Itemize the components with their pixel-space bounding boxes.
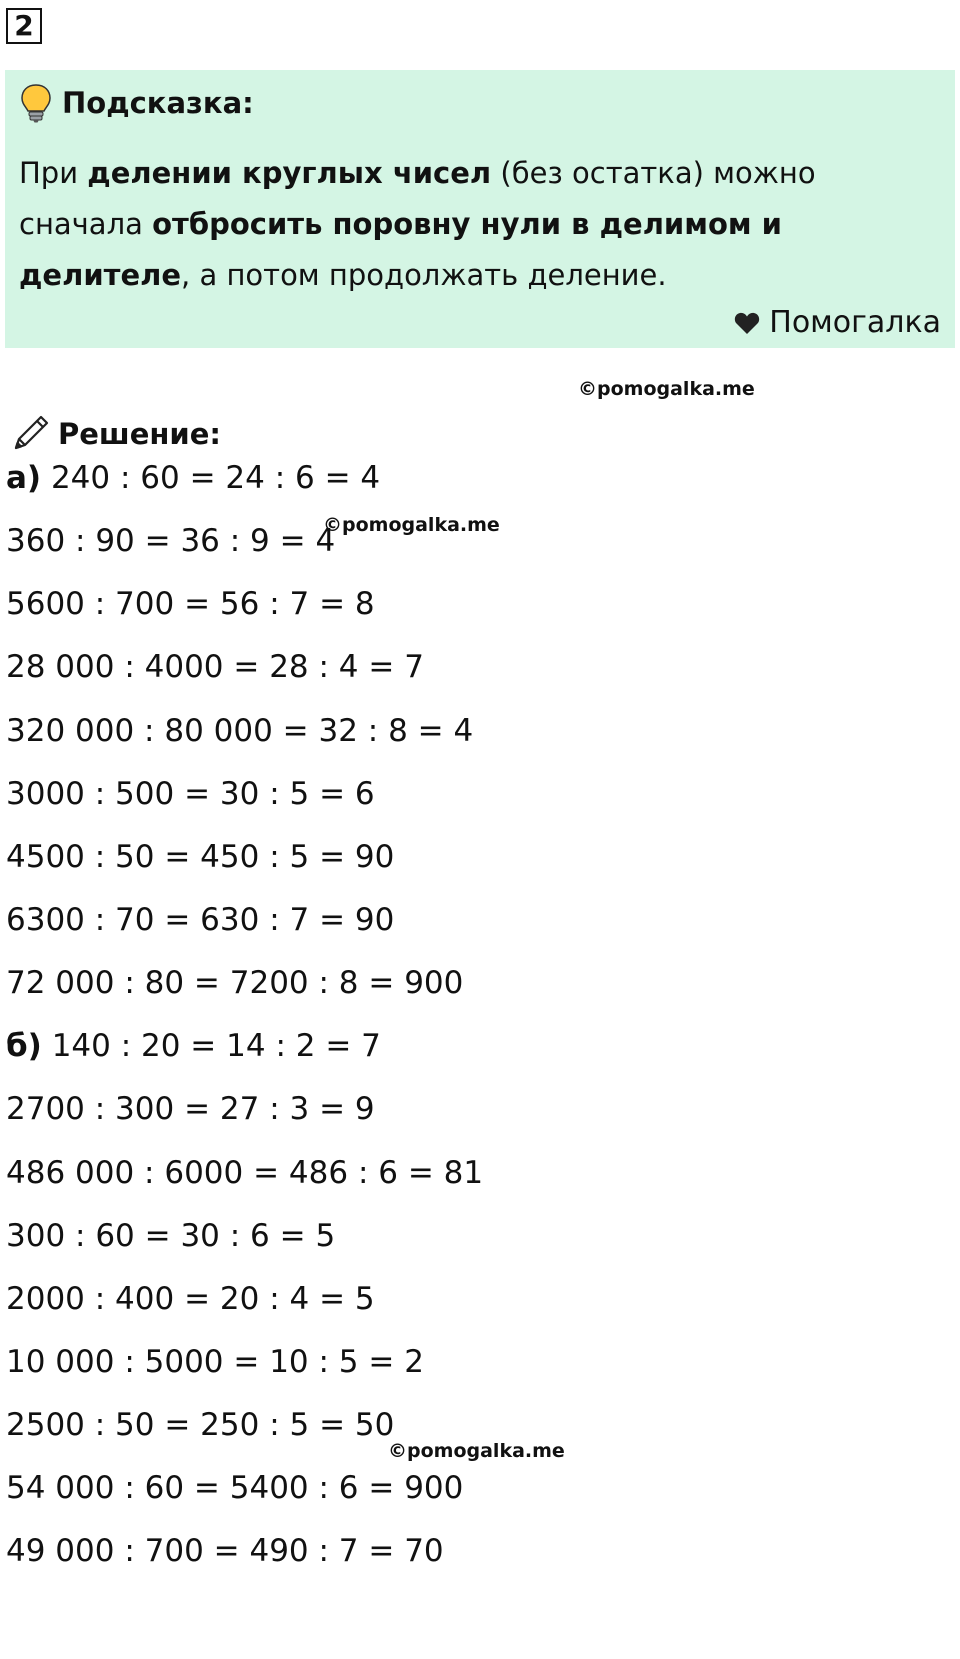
hint-text-part: , а потом продолжать деление. [181,258,667,292]
equation-line: 2500 : 50 = 250 : 5 = 50 [6,1407,395,1443]
equation-line: 2000 : 400 = 20 : 4 = 5 [6,1281,375,1317]
part-a-label: а) [6,460,42,496]
watermark: ©pomogalka.me [323,514,500,536]
hint-bold-part: делении круглых чисел [87,156,492,190]
equation-line [6,458,380,498]
brand-name: Помогалка [769,305,941,340]
hint-box [5,70,955,348]
hint-header [19,82,254,124]
brand [734,305,941,340]
equation-line: 360 : 90 = 36 : 9 = 4 [6,523,336,559]
pencil-icon [8,412,52,456]
equation-line: 10 000 : 5000 = 10 : 5 = 2 [6,1344,424,1380]
hint-bold-part: отбросить поровну нули в делимом и делителе [19,207,782,292]
hint-title: Подсказка: [62,86,254,120]
equation-line: 4500 : 50 = 450 : 5 = 90 [6,839,395,875]
equation-line: 5600 : 700 = 56 : 7 = 8 [6,586,375,622]
solution-title: Решение: [58,417,222,451]
part-b-label: б) [6,1028,42,1064]
equation-text: 240 : 60 = 24 : 6 = 4 [50,460,381,496]
equation-line: 486 000 : 6000 = 486 : 6 = 81 [6,1155,484,1191]
equation-line: 72 000 : 80 = 7200 : 8 = 900 [6,965,464,1001]
heart-icon [734,311,760,335]
equation-line: 300 : 60 = 30 : 6 = 5 [6,1218,336,1254]
watermark: ©pomogalka.me [578,378,755,400]
equation-line: 320 000 : 80 000 = 32 : 8 = 4 [6,713,474,749]
solution-header [8,412,221,456]
equation-line: 2700 : 300 = 27 : 3 = 9 [6,1091,375,1127]
equation-line [6,1026,381,1066]
watermark: ©pomogalka.me [388,1440,565,1462]
task-number: 2 [6,8,42,44]
lightbulb-icon [19,83,53,123]
hint-text [19,148,944,301]
hint-text-part: (без остатка) можно сначала [19,156,816,241]
equation-line: 49 000 : 700 = 490 : 7 = 70 [6,1533,444,1569]
equation-line: 6300 : 70 = 630 : 7 = 90 [6,902,395,938]
equation-line: 28 000 : 4000 = 28 : 4 = 7 [6,649,424,685]
hint-text-part: При [19,156,88,190]
equation-text: 140 : 20 = 14 : 2 = 7 [51,1028,381,1064]
equation-line: 3000 : 500 = 30 : 5 = 6 [6,776,375,812]
equation-line: 54 000 : 60 = 5400 : 6 = 900 [6,1470,464,1506]
